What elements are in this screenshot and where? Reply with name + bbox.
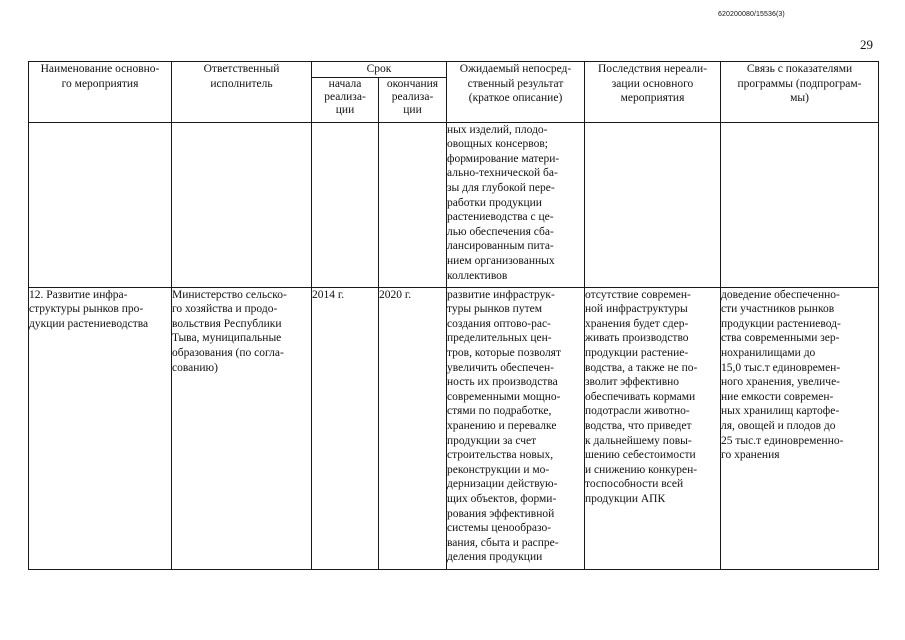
text-line: нохранилищами до [721,346,816,359]
text-line: пределительных цен- [447,332,552,345]
text-line: (краткое описание) [468,92,563,105]
executor-cell [172,287,312,569]
text-line: системы ценообразо- [447,522,552,535]
text-line: ля, овощей и плодов до [721,419,836,432]
text-line: Министерство сельско- [172,288,287,301]
text-line: образования (по согла- [172,346,284,359]
text-line: сти участников рынков [721,303,835,316]
start-year: 2014 г. [312,288,345,301]
text-line: продукции за счет [447,434,537,447]
text-line: исполнитель [210,77,273,90]
text-line: ных изделий, плодо- [447,123,548,136]
text-line: ние емкости современ- [721,390,834,403]
text-line: к дальнейшему повы- [585,434,692,447]
text-line: ственный результат [467,77,564,90]
text-line: продукции растение- [585,346,689,359]
text-line: хранения будет сдер- [585,317,689,330]
text-line: дукции растениеводства [29,317,149,330]
text-line: мы) [790,92,809,105]
text-line: стями по подработке, [447,405,552,418]
text-line: ных хранилищ картофе- [721,405,840,418]
cell-empty [721,122,879,287]
text-line: реализа- [391,90,434,103]
activity-name-cell [29,287,172,569]
start-year-cell [312,287,379,569]
end-year: 2020 г. [379,288,412,301]
text-line: го хозяйства и продо- [172,303,278,316]
text-line: увеличить обеспечен- [447,361,554,374]
text-line: формирование матери- [447,152,560,165]
text-line: ность их производства [447,376,558,389]
text-line: Наименование основно- [40,63,160,75]
text-line: подотрасли животно- [585,405,690,418]
indicators-cell [721,287,879,569]
text-line: лансированным пита- [447,240,554,253]
table-row-12 [29,287,879,569]
end-year-cell [379,287,447,569]
header-executor [172,62,312,123]
text-line: мероприятия [620,92,685,105]
text-line: дернизации действую- [447,478,558,491]
text-line: зы для глубокой пере- [447,181,555,194]
text-line: зации основного [611,77,694,90]
text-line: хранению и перевалке [447,419,557,432]
text-line: современными мощно- [447,390,561,403]
text-line: ции [335,104,355,117]
text-line: 15,0 тыс.т единовремен- [721,361,841,374]
text-line: начала [328,77,362,90]
continuation-result-cell [447,122,585,287]
text-line: Ожидаемый непосред- [459,63,572,75]
text-line: рования эффективной [447,507,555,520]
text-line: программы (подпрограм- [737,77,862,90]
cell-empty [29,122,172,287]
text-line: работки продукции [447,196,542,209]
text-line: водства, что приведет [585,419,692,432]
text-line: шению себестоимости [585,449,696,462]
text-line: доведение обеспеченно- [721,288,840,301]
text-line: реализа- [324,90,366,103]
text-line: Последствия нереали- [597,63,708,75]
header-row-1 [29,62,879,78]
page-number: 29 [860,37,873,52]
text-line: строительства новых, [447,449,554,462]
text-line: структуры рынков про- [29,303,144,316]
cell-empty [379,122,447,287]
cell-empty [172,122,312,287]
text-line: ной инфраструктуры [585,303,688,316]
text-line: вольствия Республики [172,317,282,330]
text-line: сованию) [172,361,218,374]
text-line: и снижению конкурен- [585,463,698,476]
header-indicators-link [721,62,879,123]
text-line: тров, которые позволят [447,346,561,359]
expected-result-cell [447,287,585,569]
header-start [312,77,379,122]
text-line: реконструкции и мо- [447,463,550,476]
text-line: создания оптово-рас- [447,317,551,330]
document-id: 620200080/15536(3) [718,11,785,18]
header-expected-result [447,62,585,123]
text-line: окончания [386,77,439,90]
header-term: Срок [312,62,447,78]
header-end [379,77,447,122]
text-line: Связь с показателями [746,63,853,75]
text-line: ного хранения, увеличе- [721,376,841,389]
text-line: 12. Развитие инфра- [29,288,128,301]
text-line: туры рынков путем [447,303,542,316]
text-line: ства современными зер- [721,332,840,345]
text-line: Тыва, муниципальные [172,332,282,345]
text-line: развитие инфраструк- [447,288,555,301]
text-line: го хранения [721,449,780,462]
text-line: вания, сбыта и распре- [447,536,559,549]
text-line: Ответственный [203,63,280,75]
text-line: ально-технической ба- [447,167,558,180]
text-line: щих объектов, форми- [447,492,557,505]
text-line: зволит эффективно [585,376,680,389]
text-line: лью обеспечения сба- [447,225,554,238]
text-line: ции [403,104,422,117]
text-line: 25 тыс.т единовременно- [721,434,844,447]
text-line: растениеводства с це- [447,211,554,224]
text-line: овощных консервов; [447,138,548,151]
text-line: тоспособности всей [585,478,684,491]
header-consequences [585,62,721,123]
text-line: отсутствие современ- [585,288,691,301]
activities-table [28,61,879,570]
text-line: обеспечивать кормами [585,390,696,403]
text-line: живать производство [585,332,689,345]
table-row-continuation [29,122,879,287]
text-line: нием организованных [447,254,555,267]
header-activity-name [29,62,172,123]
text-line: коллективов [447,269,508,282]
text-line: продукции растениевод- [721,317,841,330]
text-line: продукции АПК [585,492,666,505]
text-line: деления продукции [447,551,543,564]
cell-empty [585,122,721,287]
cell-empty [312,122,379,287]
text-line: го мероприятия [61,77,139,90]
text-line: водства, а также не по- [585,361,698,374]
consequences-cell [585,287,721,569]
